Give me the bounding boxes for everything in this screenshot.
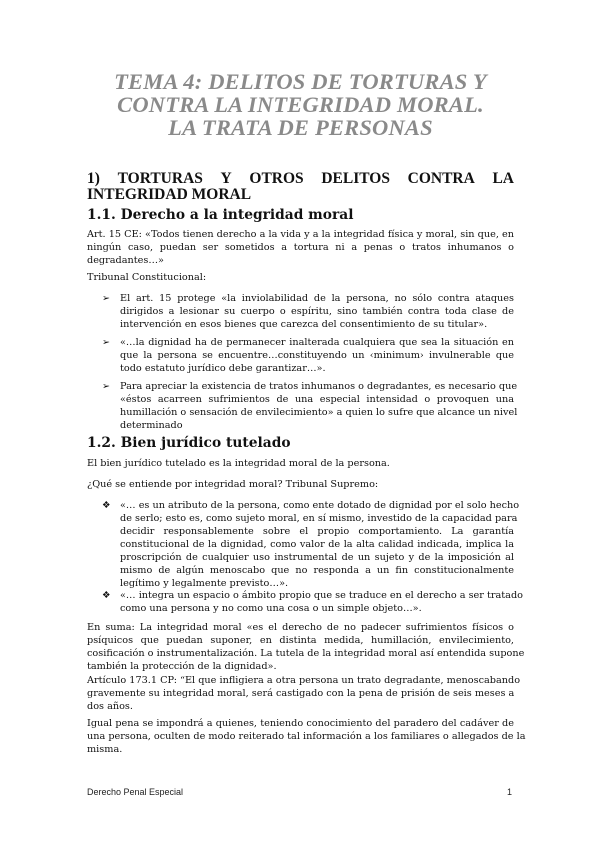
diamond-bullet-icon: ❖ — [102, 590, 111, 601]
igual-pena-paragraph: Igual pena se impondrá a quienes, teniendo conocimiento del paradero del cadáver de una persona, oculten de modo reiterado tal información a los familiares o allegados de la misma. — [87, 718, 526, 755]
tc-label: Tribunal Constitucional: — [87, 272, 207, 283]
section-1-heading-line-1: 1) TORTURAS Y OTROS DELITOS CONTRA LA — [87, 170, 514, 187]
section-1-heading — [87, 171, 514, 203]
footer-left-text: Derecho Penal Especial — [87, 787, 184, 797]
arrow-bullet-icon: ➢ — [102, 293, 110, 304]
art15-paragraph: Art. 15 CE: «Todos tienen derecho a la vida y a la integridad física y moral, sin que, en ningún caso, puedan ser sometidos a tortura ni a penas o tratos inhumanos o degradantes…» — [87, 229, 514, 266]
en-suma-paragraph: En suma: La integridad moral «es el derecho de no padecer sufrimientos físicos o psíquicos que puedan suponer, en distinta medida, humillación, envilecimiento, cosificación o instrumentalización. La tutela de la integridad moral así entendida supone también la protección de la dignidad». — [87, 622, 525, 672]
title-line-2: CONTRA LA INTEGRIDAD MORAL. — [117, 92, 484, 117]
arrow-bullet-icon: ➢ — [102, 337, 110, 348]
section-1-heading-line-2: INTEGRIDAD MORAL — [87, 186, 252, 203]
ts-question-paragraph: ¿Qué se entiende por integridad moral? Tribunal Supremo: — [87, 479, 379, 490]
art173-paragraph: Artículo 173.1 CP: “El que infligiera a otra persona un trato degradante, menoscabando gravemente su integridad moral, será castigado con la pena de prisión de seis meses a dos años. — [87, 675, 521, 712]
page-number: 1 — [507, 787, 513, 797]
bien-juridico-paragraph: El bien jurídico tutelado es la integridad moral de la persona. — [87, 458, 390, 469]
title-line-1: TEMA 4: DELITOS DE TORTURAS Y — [114, 69, 487, 94]
subsection-1-2-heading: 1.2. Bien jurídico tutelado — [87, 435, 291, 451]
title-line-3: LA TRATA DE PERSONAS — [168, 115, 433, 140]
diamond-bullet-icon: ❖ — [102, 500, 111, 511]
arrow-bullet-icon: ➢ — [102, 381, 110, 392]
document-title — [87, 70, 514, 139]
subsection-1-1-heading: 1.1. Derecho a la integridad moral — [87, 207, 354, 223]
